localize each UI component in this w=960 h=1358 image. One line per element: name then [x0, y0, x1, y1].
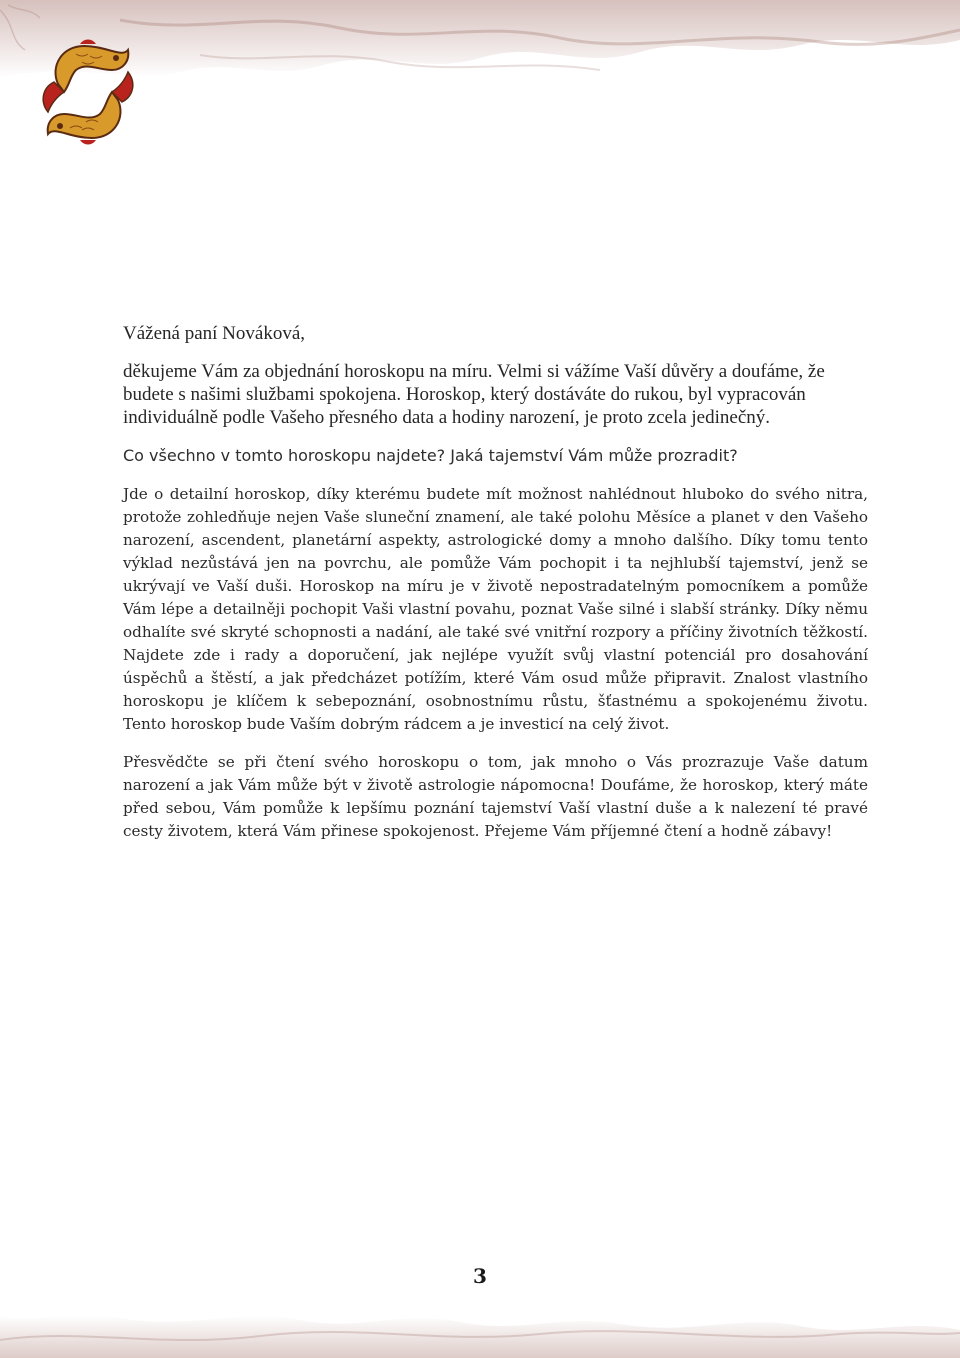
- bottom-cloud-decoration: [0, 1278, 960, 1358]
- closing-paragraph: Přesvědčte se při čtení svého horoskopu o tom, jak mnoho o Vás prozrazuje Vaše datum narození a jak Vám může být v životě astrologie nápomocna! Doufáme, že horoskop, který máte před sebou, Vám pomůže k lepšímu poznání tajemství Vaší vlastní duše a k nalezení té pravé cesty životem, která Vám přinese spokojenost. Přejeme Vám příjemné čtení a hodně zábavy!: [123, 753, 868, 840]
- intro-paragraph: děkujeme Vám za objednání horoskopu na míru. Velmi si vážíme Vaší důvěry a doufáme, že budete s našimi službami spokojena. Horoskop, který dostáváte do rukou, byl vypracován individuálně podle Vašeho přesného data a hodiny narození, je proto zcela jedinečný.: [123, 361, 825, 428]
- greeting: Vážená paní Nováková,: [123, 323, 306, 344]
- question-heading: Co všechno v tomto horoskopu najdete? Jaká tajemství Vám může prozradit?: [123, 446, 738, 465]
- top-cloud-decoration: [0, 0, 960, 150]
- pisces-fish-emblem-icon: [36, 36, 140, 148]
- page-number: 3: [473, 1264, 487, 1288]
- main-paragraph: Jde o detailní horoskop, díky kterému budete mít možnost nahlédnout hluboko do svého nitra, protože zohledňuje nejen Vaše sluneční znamení, ale také polohu Měsíce a planet v den Vašeho narození, ascendent, planetární aspekty, astrologické domy a mnoho dalšího. Díky tomu tento výklad nezůstává jen na povrchu, ale pomůže Vám pochopit i ta nejhlubší tajemství, jenž se ukrývají ve Vaší duši. Horoskop na míru je v životě nepostradatelným pomocníkem a pomůže Vám lépe a detailněji pochopit Vaši vlastní povahu, poznat Vaše silné i slabší stránky. Díky němu odhalíte své skryté schopnosti a nadání, ale také své vnitřní rozpory a příčiny životních těžkostí. Najdete zde i rady a doporučení, jak nejlépe využít svůj vlastní potenciál pro dosahování úspěchů a štěstí, a jak předcházet potížím, které Vám osud může připravit. Znalost vlastního horoskopu je klíčem k sebepoznání, osobnostnímu růstu, šťastnému a spokojenému životu. Tento horoskop bude Vaším dobrým rádcem a je investicí na celý život.: [123, 485, 868, 733]
- letter-body: [123, 322, 868, 858]
